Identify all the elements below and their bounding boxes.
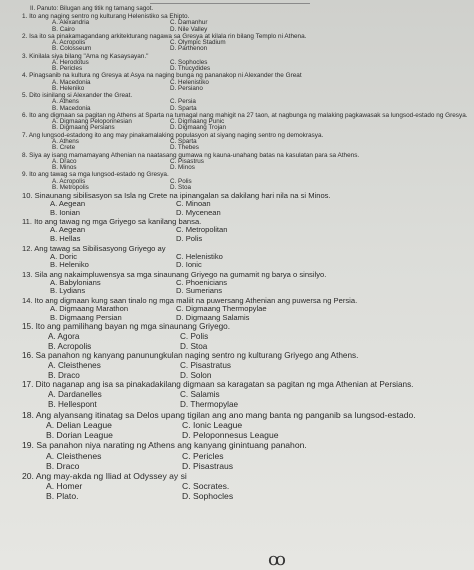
- question-17: [22, 380, 470, 409]
- answer-option[interactable]: C. Damanhur: [170, 19, 208, 27]
- answer-options: [48, 390, 470, 409]
- answer-option[interactable]: B. Lydians: [50, 286, 86, 296]
- question-text: 17. Dito naganap ang isa sa pinakadakilang digmaan sa karagatan sa pagitan ng mga Athenian at Persians.: [22, 380, 414, 390]
- answer-option[interactable]: A. Digmaang Peloponnesian: [52, 118, 132, 126]
- answer-option[interactable]: A. Acropolis: [52, 39, 86, 46]
- answer-option[interactable]: A. Macedonia: [52, 78, 91, 86]
- answer-option[interactable]: B. Plato.: [46, 491, 79, 502]
- question-text: 10. Sinaunang sibilisasyon sa Isla ng Crete na ipinangalan sa dakilang hari nila na si Minos.: [22, 191, 331, 201]
- answer-options: [50, 226, 470, 243]
- question-6: [22, 112, 470, 132]
- instructions: II. Panuto: Bilugan ang titik ng tamang sagot.: [30, 5, 154, 12]
- question-8: [22, 152, 470, 172]
- quiz-content: [22, 5, 470, 501]
- answer-option[interactable]: A. Agora: [48, 332, 80, 342]
- answer-option[interactable]: D. Mycenean: [176, 207, 221, 217]
- question-text: 12. Ang tawag sa Sibilisasyong Griyego ay: [22, 243, 166, 253]
- answer-option[interactable]: D. Parthenon: [170, 45, 208, 53]
- answer-option[interactable]: B. Hellas: [50, 233, 81, 243]
- answer-option[interactable]: C. Phoenicians: [176, 277, 228, 287]
- answer-option[interactable]: A. Alexandria: [52, 19, 90, 27]
- answer-option[interactable]: B. Minos: [52, 164, 77, 172]
- question-text: 11. Ito ang tawag ng mga Griyego sa kanilang bansa.: [22, 217, 202, 227]
- answer-option[interactable]: C. Ionic League: [182, 420, 243, 431]
- question-text: 14. Ito ang digmaan kung saan tinalo ng mga maliit na puwersang Athenian ang puwersa ng Persia.: [22, 295, 358, 305]
- answer-option[interactable]: D. Sophocles: [182, 491, 234, 502]
- answer-option[interactable]: B. Hellespont: [48, 400, 97, 410]
- question-2: [22, 33, 470, 53]
- answer-option[interactable]: D. Pisastraus: [182, 460, 234, 471]
- answer-option[interactable]: D. Digmaang Salamis: [176, 312, 250, 322]
- answer-option[interactable]: A. Herodotus: [52, 58, 89, 66]
- answer-option[interactable]: D. Sparta: [170, 104, 197, 112]
- question-text: 19. Sa panahon niya narating ng Athens ang kanyang ginintuang panahon.: [22, 440, 307, 451]
- answer-option[interactable]: C. Sophocles: [170, 58, 208, 66]
- answer-option[interactable]: D. Stoa: [180, 341, 208, 351]
- answer-option[interactable]: D. Sumerians: [176, 286, 223, 296]
- answer-option[interactable]: C. Olympic Stadium: [170, 39, 226, 46]
- answer-option[interactable]: C. Metropolitan: [176, 225, 228, 235]
- answer-options: [52, 80, 470, 93]
- answer-options: [52, 20, 470, 33]
- answer-option[interactable]: D. Thucydides: [170, 65, 211, 73]
- answer-options: [46, 481, 470, 501]
- question-list: [22, 13, 470, 501]
- answer-option[interactable]: D. Nile Valley: [170, 25, 208, 33]
- pen-mark: ꝏ: [268, 549, 286, 570]
- answer-option[interactable]: D. Minos: [170, 164, 195, 172]
- answer-option[interactable]: D. Stoa: [170, 183, 191, 191]
- answer-option[interactable]: B. Heleniko: [52, 84, 85, 92]
- answer-option[interactable]: C. Digmaang Punic: [170, 118, 225, 126]
- question-3: [22, 53, 470, 73]
- answer-option[interactable]: C. Helenistiko: [176, 251, 223, 261]
- answer-option[interactable]: C. Pisastrus: [170, 157, 204, 165]
- answer-option[interactable]: A. Acropolis: [52, 177, 86, 185]
- answer-option[interactable]: A. Cleisthenes: [46, 450, 102, 461]
- answer-option[interactable]: B. Macedonia: [52, 104, 91, 112]
- answer-option[interactable]: A. Aegean: [50, 225, 86, 235]
- question-text: 16. Sa panahon ng kanyang panunungkulan naging sentro ng kulturang Griyego ang Athens.: [22, 351, 359, 361]
- answer-option[interactable]: A. Digmaang Marathon: [50, 303, 129, 313]
- answer-options: [50, 279, 470, 296]
- question-14: [22, 296, 470, 322]
- answer-options: [52, 40, 470, 53]
- answer-options: [52, 179, 470, 192]
- question-text: 6. Ito ang digmaan sa pagitan ng Athens at Sparta na tumagal nang mahigit na 27 taon, at nagbunga ng malaking pagkawasak sa lungsod-estado ng Gresya.: [22, 111, 468, 119]
- answer-option[interactable]: A. Athens: [52, 137, 79, 145]
- answer-option[interactable]: C. Salamis: [180, 390, 220, 400]
- answer-option[interactable]: A. Dardanelles: [48, 390, 102, 400]
- answer-options: [46, 420, 470, 440]
- answer-option[interactable]: D. Persiano: [170, 84, 203, 92]
- question-text: 9. Ito ang tawag sa mga lungsod-estado ng Gresya.: [22, 171, 169, 179]
- answer-options: [50, 253, 470, 270]
- answer-option[interactable]: C. Pericles: [182, 450, 224, 461]
- answer-option[interactable]: C. Polis: [180, 332, 209, 342]
- answer-option[interactable]: D. Digmaang Trojan: [170, 124, 226, 132]
- answer-option[interactable]: B. Digmaang Persians: [52, 124, 115, 132]
- question-text: 5. Dito isinilang si Alexander the Great.: [22, 92, 133, 100]
- answer-option[interactable]: C. Socrates.: [182, 481, 230, 492]
- header-strip: [150, 0, 310, 4]
- answer-options: [52, 99, 470, 112]
- answer-option[interactable]: B. Cairo: [52, 25, 75, 33]
- question-11: [22, 217, 470, 243]
- answer-option[interactable]: A. Athens: [52, 98, 79, 106]
- answer-option[interactable]: B. Dorian League: [46, 430, 113, 441]
- question-13: [22, 270, 470, 296]
- question-text: 2. Isa ito sa pinakamagandang arkitekturang nagawa sa Gresya at kilala rin bilang Templo ni Athena.: [22, 32, 307, 40]
- answer-option[interactable]: A. Delian League: [46, 420, 112, 431]
- question-9: [22, 171, 470, 191]
- answer-options: [48, 361, 470, 380]
- question-text: 13. Sila ang nakaimpluwensya sa mga sinaunang Griyego na gumamit ng barya o sinsilyo.: [22, 269, 327, 279]
- answer-option[interactable]: D. Peloponnesus League: [182, 430, 279, 441]
- answer-option[interactable]: D. Thebes: [170, 144, 199, 152]
- answer-options: [52, 139, 470, 152]
- answer-option[interactable]: C. Persia: [170, 98, 196, 106]
- answer-option[interactable]: A. Aegean: [50, 199, 86, 209]
- question-text: 3. Kinilala siya bilang "Ama ng Kasaysayan.": [22, 52, 149, 60]
- answer-option[interactable]: C. Pisastratus: [180, 361, 231, 371]
- question-text: 7. Ang lungsod-estadong ito ang may pinakamalaking populasyon at siyang naging sentro ng demokrasya.: [22, 131, 324, 139]
- answer-option[interactable]: B. Digmaang Persian: [50, 312, 122, 322]
- answer-option[interactable]: D. Polis: [176, 233, 203, 243]
- answer-option[interactable]: A. Babylonians: [50, 277, 101, 287]
- answer-option[interactable]: A. Draco: [52, 157, 77, 165]
- question-18: [22, 410, 470, 441]
- answer-option[interactable]: C. Polis: [170, 177, 192, 185]
- question-7: [22, 132, 470, 152]
- answer-option[interactable]: C. Minoan: [176, 199, 211, 209]
- answer-option[interactable]: B. Crete: [52, 144, 76, 152]
- answer-option[interactable]: B. Colosseum: [52, 45, 92, 53]
- answer-option[interactable]: B. Metropolis: [52, 183, 89, 191]
- question-text: 20. Ang may-akda ng Iliad at Odyssey ay si: [22, 470, 187, 481]
- answer-option[interactable]: B. Draco: [48, 370, 80, 380]
- answer-option[interactable]: C. Digmaang Thermopylae: [176, 303, 267, 313]
- answer-option[interactable]: C. Helenistiko: [170, 78, 209, 86]
- question-10: [22, 191, 470, 217]
- question-1: [22, 13, 470, 33]
- question-text: 18. Ang alyansang itinatag sa Delos upang tigilan ang ano mang banta ng panganib sa lungsod-estado.: [22, 409, 416, 420]
- question-20: [22, 471, 470, 502]
- answer-options: [46, 451, 470, 471]
- answer-options: [50, 305, 470, 322]
- question-16: [22, 351, 470, 380]
- question-19: [22, 440, 470, 471]
- question-text: 4. Pinagsanib na kultura ng Gresya at Asya na naging bunga ng pananakop ni Alexander the Great: [22, 72, 302, 80]
- answer-option[interactable]: B. Pericles: [52, 65, 83, 73]
- answer-option[interactable]: C. Sparta: [170, 137, 197, 145]
- question-4: [22, 72, 470, 92]
- answer-options: [50, 200, 470, 217]
- answer-options: [52, 159, 470, 172]
- answer-option[interactable]: B. Ionian: [50, 207, 80, 217]
- answer-options: [52, 60, 470, 73]
- question-5: [22, 92, 470, 112]
- question-text: 1. Ito ang naging sentro ng kulturang Helenistiko sa Ehipto.: [22, 13, 190, 20]
- question-15: [22, 322, 470, 351]
- answer-options: [52, 119, 470, 132]
- answer-option[interactable]: B. Heleniko: [50, 260, 89, 270]
- answer-option[interactable]: D. Thermopylae: [180, 400, 239, 410]
- question-12: [22, 244, 470, 270]
- answer-option[interactable]: B. Acropolis: [48, 341, 92, 351]
- answer-option[interactable]: B. Draco: [46, 460, 80, 471]
- answer-option[interactable]: A. Cleisthenes: [48, 361, 101, 371]
- question-text: 8. Siya ay isang mamamayang Athenian na naatasang gumawa ng kauna-unahang batas na kasulatan para sa Athens.: [22, 151, 360, 159]
- answer-option[interactable]: A. Homer: [46, 481, 83, 492]
- answer-options: [48, 332, 470, 351]
- answer-option[interactable]: A. Doric: [50, 251, 78, 261]
- answer-option[interactable]: D. Ionic: [176, 260, 202, 270]
- answer-option[interactable]: D. Solon: [180, 370, 212, 380]
- question-text: 15. Ito ang pamilihang bayan ng mga sinaunang Griyego.: [22, 322, 231, 332]
